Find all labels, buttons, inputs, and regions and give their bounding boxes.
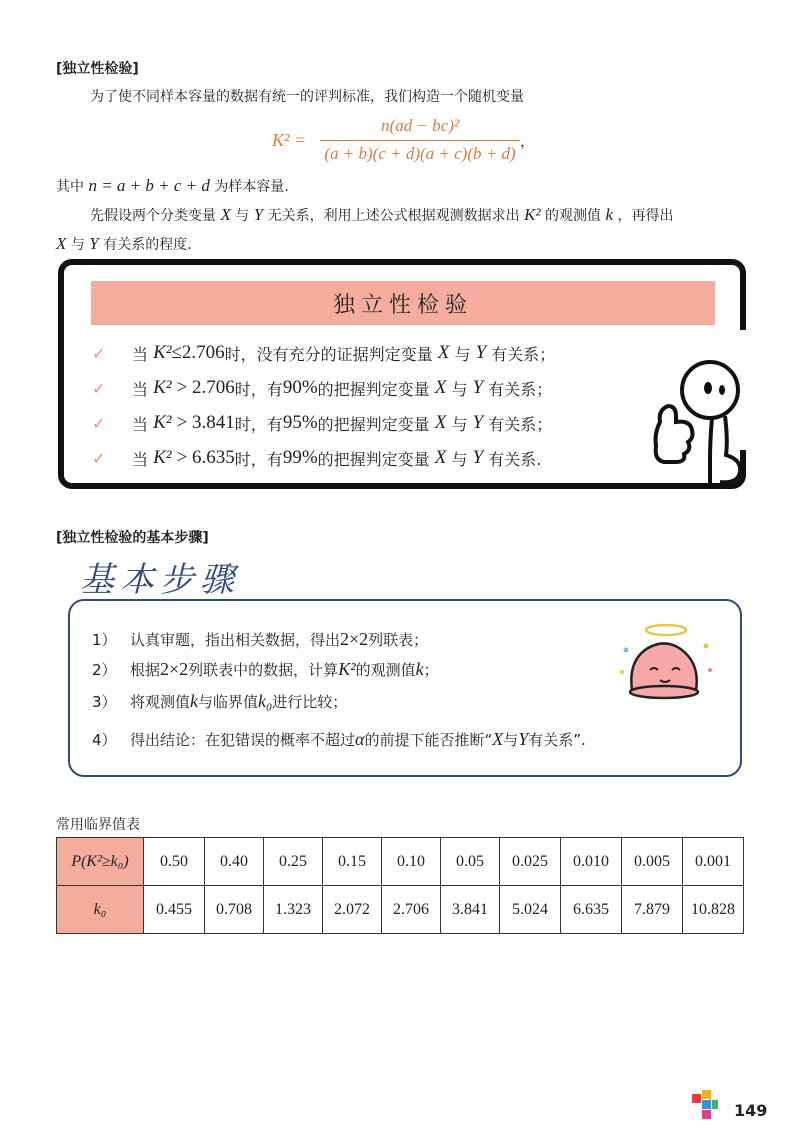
- step-text: 根据: [130, 660, 161, 679]
- rule-x: X: [434, 447, 447, 468]
- step-number: 3）: [92, 692, 117, 711]
- critical-value-table: [56, 837, 744, 934]
- rule-text: 与: [451, 379, 468, 399]
- step-k2: K²: [338, 658, 356, 679]
- rule-percent: 99%: [282, 447, 318, 468]
- table-cell: 0.455: [144, 886, 205, 934]
- check-icon: ✓: [92, 343, 106, 363]
- rule-text: 时，有: [234, 414, 283, 434]
- l3a: 先假设两个分类变量: [90, 208, 216, 224]
- table-cell: 2.072: [323, 886, 382, 934]
- l4b: 有关系的程度.: [103, 237, 192, 253]
- rule-text: 时，没有充分的证据判定变量: [224, 344, 433, 364]
- rule-text: 与: [451, 449, 468, 469]
- thumbs-up-cartoon-icon: [650, 350, 750, 490]
- step-text: 的观测值: [355, 660, 416, 679]
- rule-text: 的把握判定变量: [317, 449, 430, 469]
- l3c: 无关系，利用上述公式根据观测数据求出: [267, 208, 520, 224]
- rule-y: Y: [475, 342, 487, 363]
- table-cell: 2.706: [382, 886, 441, 934]
- assumption-line: [90, 201, 673, 230]
- rule-percent: 90%: [282, 377, 318, 398]
- rule-text: 当: [132, 379, 149, 399]
- table-cell: 0.10: [382, 838, 441, 886]
- step-text: 列联表；: [368, 630, 429, 649]
- rule-threshold: ≤2.706: [171, 342, 225, 363]
- rule-text: 时，有: [234, 379, 283, 399]
- table-cell: 10.828: [683, 886, 744, 934]
- rule-threshold: > 2.706: [176, 377, 235, 398]
- step-text: 有关系”.: [528, 730, 586, 749]
- rule-text: 与: [454, 344, 471, 364]
- rule-text: 的把握判定变量: [317, 414, 430, 434]
- step-x: X: [492, 728, 504, 749]
- page-number: 149: [734, 1101, 768, 1120]
- rule-x: X: [434, 377, 447, 398]
- row-header-k0: k₀: [57, 886, 144, 934]
- step-k: k: [415, 658, 424, 679]
- line2-prefix: 其中: [56, 179, 84, 195]
- rule-text: 时，有: [234, 449, 283, 469]
- l4x: X: [56, 234, 67, 253]
- rule-threshold: > 3.841: [176, 412, 235, 433]
- step-text: 进行比较；: [272, 692, 348, 711]
- table-cell: 6.635: [561, 886, 622, 934]
- step-math: 2×2: [160, 658, 189, 679]
- handwritten-steps-title: 基本步骤: [80, 560, 240, 600]
- table-cell: 0.005: [622, 838, 683, 886]
- angel-blob-cartoon-icon: [618, 620, 718, 710]
- l3k2: K²: [524, 205, 541, 224]
- l3e: ，再得出: [617, 208, 674, 224]
- step-alpha: α: [355, 728, 365, 749]
- rule-x: X: [437, 342, 450, 363]
- table-cell: 0.40: [205, 838, 264, 886]
- table-cell: 7.879: [622, 886, 683, 934]
- step-math: 2×2: [340, 628, 369, 649]
- check-icon: ✓: [92, 378, 106, 398]
- rule-y: Y: [472, 377, 484, 398]
- l3x: X: [220, 205, 231, 224]
- row-header-p: P(K²≥k₀): [57, 838, 144, 886]
- table-cell: 0.05: [441, 838, 500, 886]
- rule-row: [92, 340, 555, 366]
- assumption-line-2: [56, 230, 192, 259]
- l4a: 与: [70, 237, 85, 253]
- formula-lhs: K² =: [272, 130, 307, 150]
- rule-text: 当: [132, 344, 149, 364]
- step-number: 2）: [92, 660, 117, 679]
- step-item: [92, 626, 428, 652]
- step-k: k: [190, 690, 199, 711]
- rule-x: X: [434, 412, 447, 433]
- table-cell: 5.024: [500, 886, 561, 934]
- step-item: [92, 656, 439, 682]
- step-text: 认真审题，指出相关数据，得出: [130, 630, 341, 649]
- rule-text: 有关系；: [488, 414, 553, 434]
- rule-text: 与: [451, 414, 468, 434]
- table-cell: 0.708: [205, 886, 264, 934]
- table-cell: 0.50: [144, 838, 205, 886]
- rule-threshold: > 6.635: [176, 447, 235, 468]
- step-text: 得出结论：在犯错误的概率不超过: [130, 730, 356, 749]
- table-caption: 常用临界值表: [56, 817, 140, 833]
- table-cell: 1.323: [264, 886, 323, 934]
- rule-row: [92, 375, 552, 401]
- table-cell: 3.841: [441, 886, 500, 934]
- step-text: 与临界值: [198, 692, 259, 711]
- publisher-logo-icon: [690, 1090, 720, 1124]
- table-row-p: [57, 838, 744, 886]
- check-icon: ✓: [92, 448, 106, 468]
- rule-y: Y: [472, 447, 484, 468]
- step-number: 4）: [92, 730, 117, 749]
- formula-denominator: (a + b)(c + d)(a + c)(b + d): [324, 144, 516, 163]
- intro-text: 为了使不同样本容量的数据有统一的评判标准，我们构造一个随机变量: [90, 89, 524, 105]
- step-item: [92, 726, 586, 752]
- table-cell: 0.025: [500, 838, 561, 886]
- section-title-steps: [独立性检验的基本步骤]: [56, 530, 209, 546]
- table-cell: 0.25: [264, 838, 323, 886]
- section-title-independence: [独立性检验]: [56, 61, 139, 77]
- step-y: Y: [518, 728, 529, 749]
- table-cell: 0.010: [561, 838, 622, 886]
- table-cell: 0.001: [683, 838, 744, 886]
- rule-text: 有关系；: [488, 379, 553, 399]
- step-item: [92, 688, 347, 714]
- l3y: Y: [253, 205, 264, 224]
- step-text: 的前提下能否推断“: [364, 730, 493, 749]
- rule-k2: K²: [153, 447, 172, 468]
- rule-text: 的把握判定变量: [317, 379, 430, 399]
- step-text: 与: [503, 730, 519, 749]
- rule-k2: K²: [153, 342, 172, 363]
- rule-row: [92, 410, 552, 436]
- rule-text: 有关系；: [491, 344, 556, 364]
- l3b: 与: [235, 208, 250, 224]
- l3k: k: [605, 205, 614, 224]
- step-text: ；: [423, 660, 439, 679]
- rule-text: 当: [132, 414, 149, 434]
- rule-row: [92, 445, 541, 471]
- formula-trail: ，: [520, 132, 536, 150]
- check-icon: ✓: [92, 413, 106, 433]
- table-row-k: [57, 886, 744, 934]
- table-cell: 0.15: [323, 838, 382, 886]
- fraction-bar: [320, 140, 520, 141]
- step-text: 列联表中的数据，计算: [188, 660, 339, 679]
- step-k0: k₀: [258, 690, 273, 711]
- step-text: 将观测值: [130, 692, 191, 711]
- rule-k2: K²: [153, 412, 172, 433]
- chi-square-formula: [272, 114, 532, 170]
- sample-size-math: n = a + b + c + d: [88, 176, 210, 195]
- step-number: 1）: [92, 630, 117, 649]
- l3d: 的观测值: [545, 208, 602, 224]
- rule-percent: 95%: [282, 412, 318, 433]
- rule-k2: K²: [153, 377, 172, 398]
- l4y: Y: [89, 234, 99, 253]
- rules-box-header: 独立性检验: [91, 281, 715, 325]
- line2-suffix: 为样本容量.: [214, 179, 289, 195]
- rule-y: Y: [472, 412, 484, 433]
- formula-numerator: n(ad − bc)²: [381, 116, 459, 135]
- rule-text: 有关系.: [488, 449, 542, 469]
- sample-size-line: [56, 172, 289, 201]
- rule-text: 当: [132, 449, 149, 469]
